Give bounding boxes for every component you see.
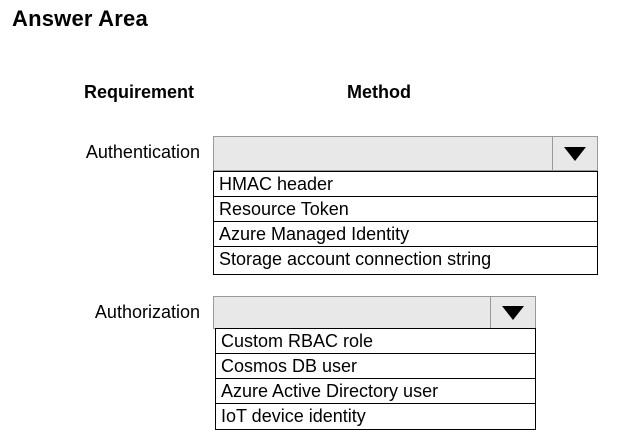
authorization-option-azure-ad-user[interactable]: Azure Active Directory user bbox=[216, 379, 535, 404]
requirement-column-header: Requirement bbox=[84, 82, 195, 102]
authentication-option-azure-managed-identity[interactable]: Azure Managed Identity bbox=[214, 222, 597, 247]
authorization-option-custom-rbac-role[interactable]: Custom RBAC role bbox=[216, 329, 535, 354]
authentication-option-hmac-header[interactable]: HMAC header bbox=[214, 172, 597, 197]
authorization-dropdown-toggle[interactable] bbox=[490, 297, 535, 328]
authentication-options-list bbox=[213, 171, 598, 275]
chevron-down-icon bbox=[502, 306, 524, 320]
authorization-dropdown[interactable] bbox=[213, 296, 536, 329]
chevron-down-icon bbox=[564, 147, 586, 161]
authentication-dropdown[interactable] bbox=[213, 136, 598, 171]
authorization-option-iot-device-identity[interactable]: IoT device identity bbox=[221, 406, 366, 426]
method-column-header: Method bbox=[347, 82, 411, 102]
authorization-label: Authorization bbox=[94, 302, 200, 322]
authentication-option-storage-connection-string[interactable]: Storage account connection string bbox=[219, 249, 492, 269]
authorization-options-list bbox=[215, 328, 536, 430]
authentication-option-resource-token[interactable]: Resource Token bbox=[214, 197, 597, 222]
authentication-dropdown-toggle[interactable] bbox=[552, 137, 597, 170]
authorization-option-cosmos-db-user[interactable]: Cosmos DB user bbox=[216, 354, 535, 379]
authentication-label: Authentication bbox=[85, 142, 200, 162]
answer-area-title: Answer Area bbox=[12, 6, 148, 31]
